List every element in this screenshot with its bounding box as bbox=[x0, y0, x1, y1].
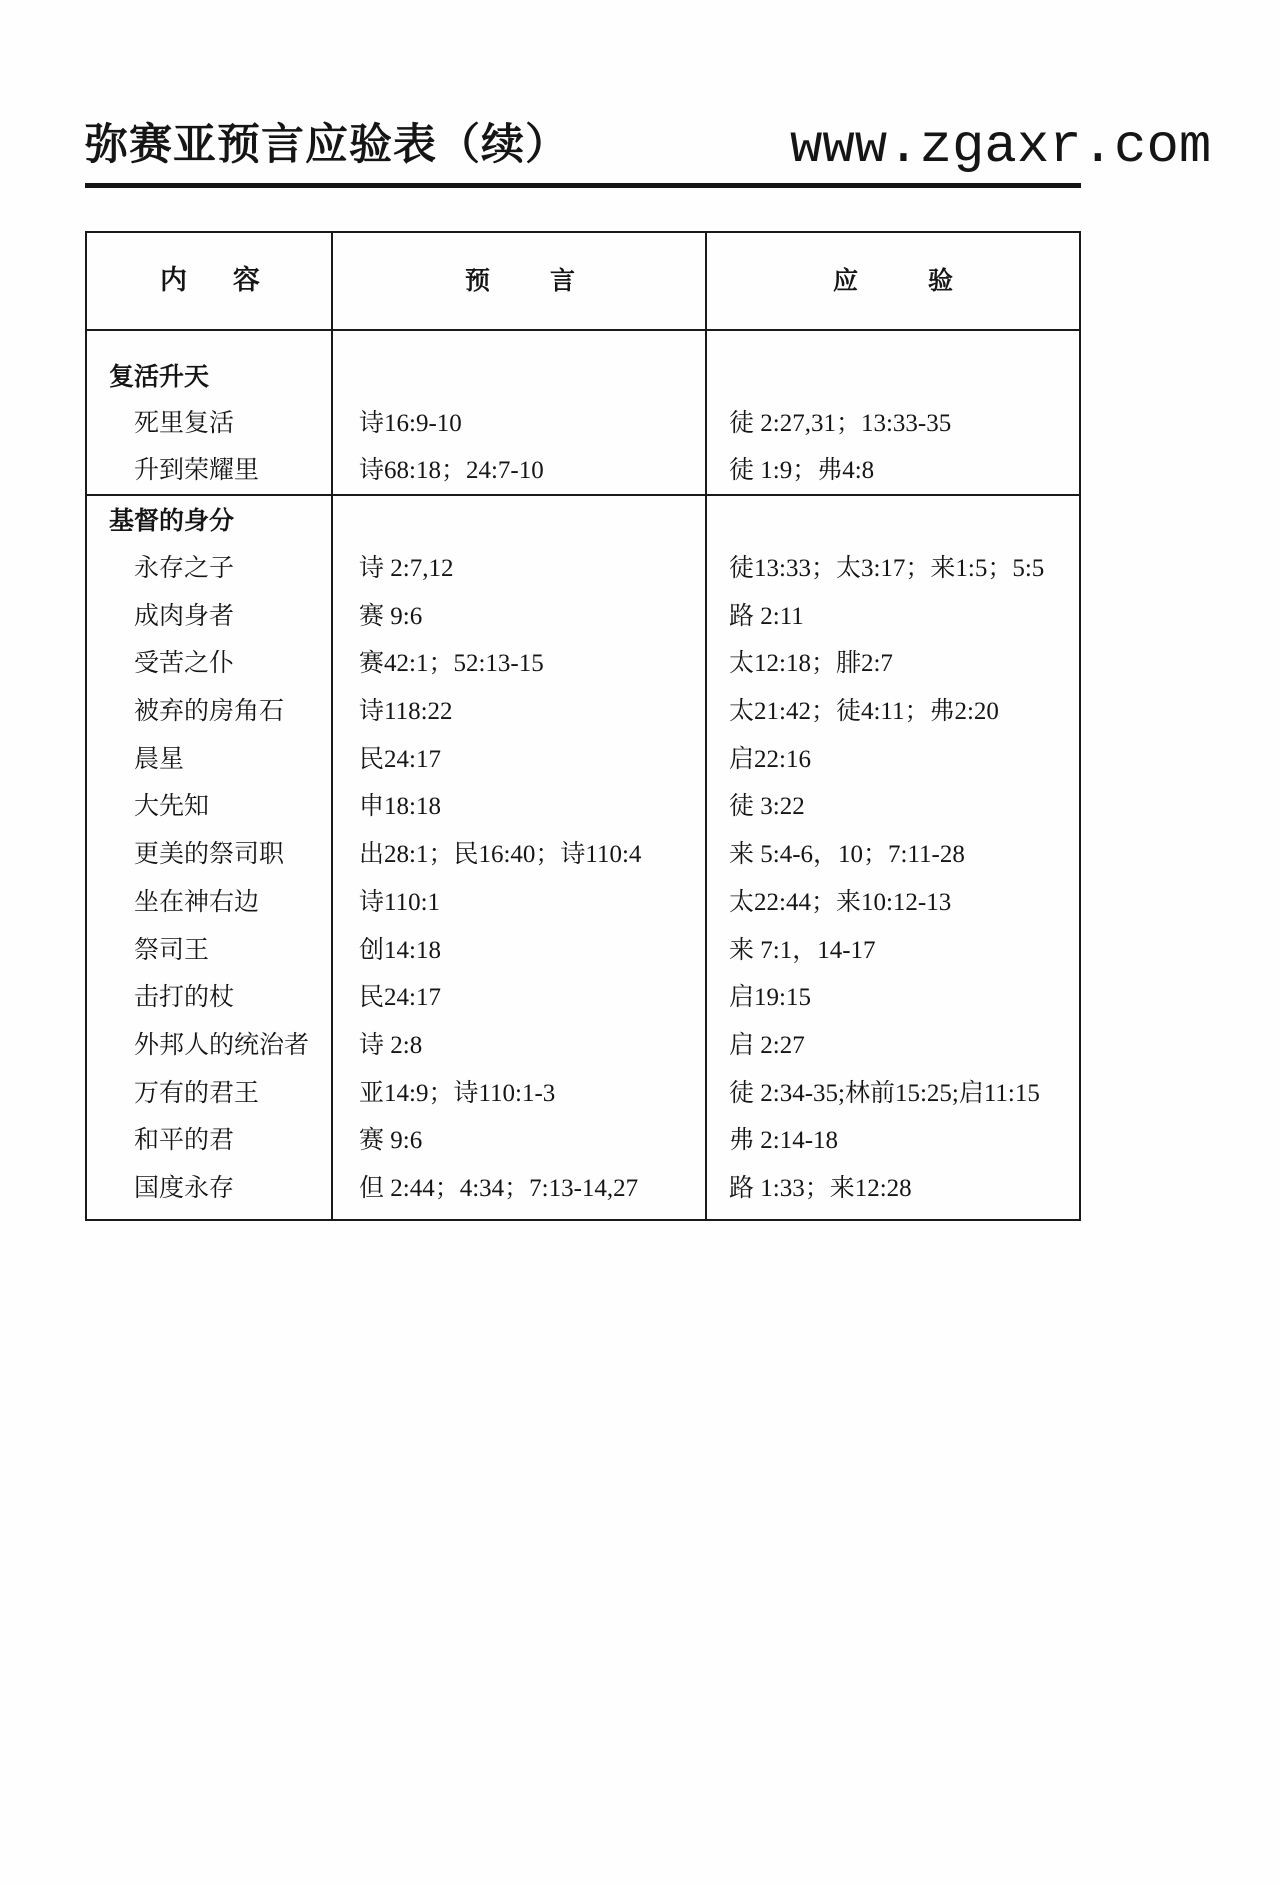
fulfillment-cell: 来 5:4-6，10；7:11-28 bbox=[729, 841, 965, 869]
section-heading: 基督的身分 bbox=[109, 506, 235, 535]
fulfillment-cell: 启22:16 bbox=[729, 745, 811, 773]
prophecy-cell: 民24:17 bbox=[359, 745, 441, 773]
table-row bbox=[87, 831, 1079, 879]
page-title: 弥赛亚预言应验表（续） bbox=[85, 120, 569, 170]
prophecy-table bbox=[85, 231, 1081, 1221]
content-cell: 被弃的房角石 bbox=[134, 698, 285, 726]
fulfillment-cell: 徒 1:9；弗4:8 bbox=[729, 457, 875, 484]
empty-cell bbox=[707, 353, 1079, 400]
content-cell: 死里复活 bbox=[134, 410, 235, 437]
prophecy-cell: 诗68:18；24:7-10 bbox=[359, 457, 544, 484]
table-row bbox=[87, 688, 1079, 736]
fulfillment-cell: 启19:15 bbox=[729, 984, 811, 1012]
fulfillment-cell: 徒13:33；太3:17；来1:5；5:5 bbox=[729, 555, 1045, 582]
table-row bbox=[87, 1165, 1079, 1213]
fulfillment-cell: 徒 3:22 bbox=[729, 793, 805, 821]
table-row bbox=[87, 545, 1079, 593]
content-cell: 更美的祭司职 bbox=[134, 841, 285, 869]
prophecy-cell: 申18:18 bbox=[359, 793, 441, 821]
content-cell: 大先知 bbox=[134, 793, 210, 821]
table-row bbox=[87, 1070, 1079, 1118]
fulfillment-cell: 弗 2:14-18 bbox=[729, 1127, 839, 1155]
site-url: www.zgaxr.com bbox=[790, 117, 1212, 178]
content-cell: 升到荣耀里 bbox=[134, 457, 260, 484]
prophecy-cell: 民24:17 bbox=[359, 984, 441, 1012]
content-cell: 击打的杖 bbox=[134, 984, 235, 1012]
table-row bbox=[87, 1117, 1079, 1165]
section-heading-row bbox=[87, 497, 1079, 545]
table-row bbox=[87, 974, 1079, 1022]
table-section-identity bbox=[87, 496, 1079, 1213]
content-cell: 外邦人的统治者 bbox=[134, 1031, 310, 1059]
section-heading-row bbox=[87, 353, 1079, 400]
header-content: 内容 bbox=[160, 265, 306, 296]
prophecy-cell: 亚14:9；诗110:1-3 bbox=[359, 1079, 556, 1107]
content-cell: 晨星 bbox=[134, 745, 185, 773]
fulfillment-cell: 徒 2:34-35;林前15:25;启11:15 bbox=[729, 1079, 1040, 1107]
content-cell: 和平的君 bbox=[134, 1127, 235, 1155]
fulfillment-cell: 太21:42；徒4:11；弗2:20 bbox=[729, 698, 999, 726]
content-cell: 坐在神右边 bbox=[134, 888, 260, 916]
column-divider bbox=[705, 233, 707, 1219]
fulfillment-cell: 来 7:1，14-17 bbox=[729, 936, 876, 964]
fulfillment-cell: 太22:44；来10:12-13 bbox=[729, 888, 952, 916]
content-cell: 受苦之仆 bbox=[134, 650, 235, 678]
header-prophecy: 预言 bbox=[464, 266, 635, 295]
content-cell: 成肉身者 bbox=[134, 602, 235, 630]
table-row bbox=[87, 879, 1079, 927]
table-row bbox=[87, 927, 1079, 975]
table-row bbox=[87, 736, 1079, 784]
fulfillment-cell: 启 2:27 bbox=[729, 1031, 805, 1059]
content-cell: 国度永存 bbox=[134, 1174, 235, 1202]
title-underline bbox=[85, 183, 1081, 188]
table-section-resurrection bbox=[87, 331, 1079, 494]
content-cell: 万有的君王 bbox=[134, 1079, 260, 1107]
prophecy-cell: 出28:1；民16:40；诗110:4 bbox=[359, 841, 642, 869]
table-row bbox=[87, 447, 1079, 494]
prophecy-cell: 但 2:44；4:34；7:13-14,27 bbox=[359, 1174, 639, 1202]
table-row bbox=[87, 783, 1079, 831]
fulfillment-cell: 徒 2:27,31；13:33-35 bbox=[729, 410, 952, 437]
table-row bbox=[87, 400, 1079, 447]
column-divider bbox=[331, 233, 333, 1219]
table-row bbox=[87, 1022, 1079, 1070]
section-heading: 复活升天 bbox=[109, 362, 210, 391]
content-cell: 祭司王 bbox=[134, 936, 210, 964]
table-header-row bbox=[87, 233, 1079, 329]
table-row bbox=[87, 593, 1079, 641]
prophecy-cell: 赛 9:6 bbox=[359, 1127, 423, 1155]
empty-cell bbox=[707, 497, 1079, 545]
prophecy-cell: 创14:18 bbox=[359, 936, 441, 964]
prophecy-cell: 诗110:1 bbox=[359, 888, 441, 916]
fulfillment-cell: 路 1:33；来12:28 bbox=[729, 1174, 912, 1202]
header-fulfillment: 应验 bbox=[832, 266, 1023, 295]
table-row bbox=[87, 640, 1079, 688]
empty-cell bbox=[333, 353, 707, 400]
prophecy-cell: 诗118:22 bbox=[359, 698, 453, 726]
prophecy-cell: 诗16:9-10 bbox=[359, 410, 462, 437]
prophecy-cell: 诗 2:7,12 bbox=[359, 555, 454, 582]
prophecy-cell: 诗 2:8 bbox=[359, 1031, 423, 1059]
content-cell: 永存之子 bbox=[134, 555, 235, 582]
prophecy-cell: 赛42:1；52:13-15 bbox=[359, 650, 544, 678]
fulfillment-cell: 路 2:11 bbox=[729, 602, 804, 630]
empty-cell bbox=[333, 497, 707, 545]
prophecy-cell: 赛 9:6 bbox=[359, 602, 423, 630]
fulfillment-cell: 太12:18；腓2:7 bbox=[729, 650, 893, 678]
